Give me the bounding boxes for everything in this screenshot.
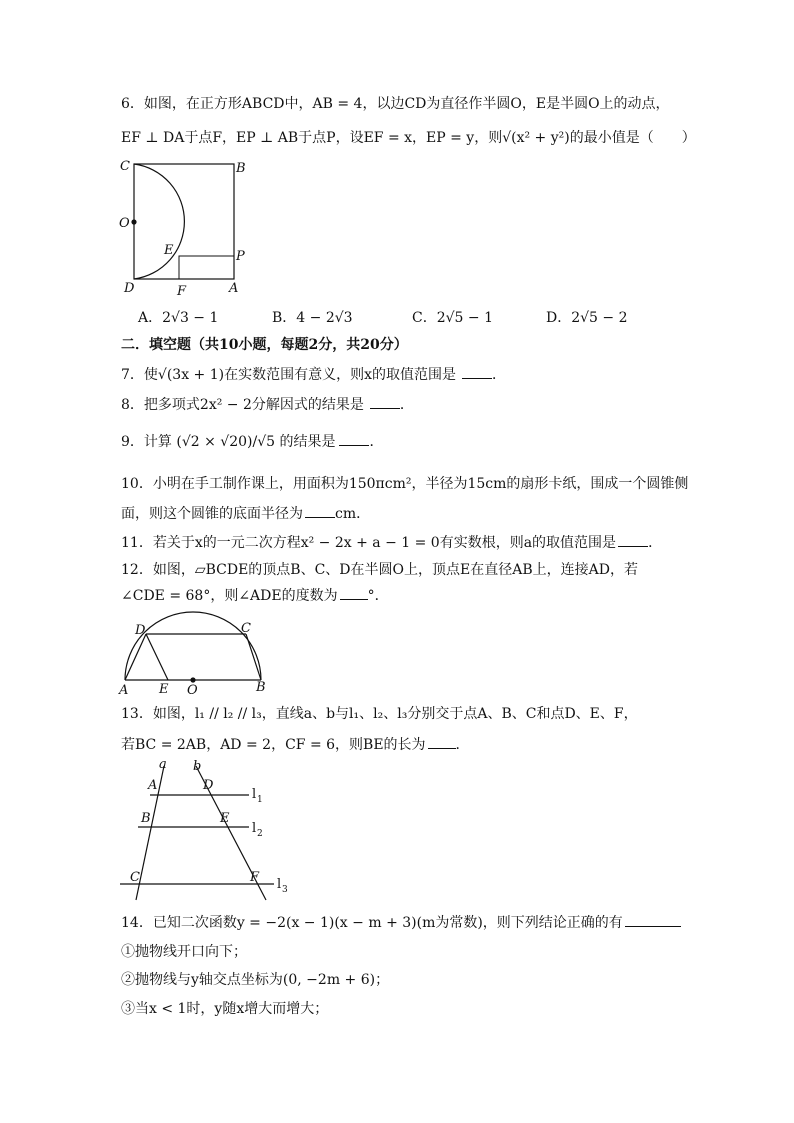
q6-label-f: F — [177, 284, 187, 299]
q7-text: 7．使√(3x + 1)在实数范围有意义，则x的取值范围是 — [121, 367, 456, 383]
q10-line2 — [121, 504, 370, 524]
q13-label-l3-sub: 3 — [282, 885, 288, 895]
q13-label-l1: l — [252, 787, 257, 802]
q8: 8．把多项式2x² − 2分解因式的结果是 ． — [121, 397, 414, 413]
q13-label-d: D — [203, 778, 214, 793]
q10-text: 面，则这个圆锥的底面半径为 — [121, 506, 303, 522]
q12-text: ∠CDE = 68°，则∠ADE的度数为 — [121, 588, 338, 604]
q6-label-c: C — [120, 159, 130, 174]
q14-item-3: ③当x < 1时，y随x增大而增大； — [121, 1001, 329, 1017]
q12-label-o: O — [187, 683, 198, 698]
q7: 7．使√(3x + 1)在实数范围有意义，则x的取值范围是 ． — [121, 367, 506, 383]
q13-label-l2-sub: 2 — [257, 829, 263, 839]
q13-label-b-line: b — [193, 759, 202, 774]
q14-text: 14．已知二次函数y = −2(x − 1)(x − m + 3)(m为常数)，则下列结论正确的有 — [121, 915, 623, 931]
q10-line1: 10．小明在手工制作课上，用面积为150πcm²，半径为15cm的扇形卡纸，围成一个圆锥侧 — [121, 476, 689, 492]
q13-label-e: E — [220, 811, 230, 826]
q12-label-c: C — [241, 621, 251, 636]
q13-answer-blank[interactable] — [428, 735, 456, 749]
q9-answer-blank[interactable] — [339, 432, 369, 446]
q12-label-b: B — [256, 680, 266, 695]
q14-item-2: ②抛物线与y轴交点坐标为(0, −2m + 6)； — [121, 972, 390, 988]
q13-label-a-line: a — [159, 757, 167, 772]
q12-label-d: D — [135, 623, 146, 638]
q8-text: 8．把多项式2x² − 2分解因式的结果是 — [121, 397, 364, 413]
q14-stem — [121, 913, 681, 933]
q10-unit: cm． — [335, 506, 371, 522]
q6-option-b: B．4 − 2√3 — [272, 310, 353, 326]
q13-label-a: A — [148, 778, 158, 793]
q13-label-l1-sub: 1 — [257, 795, 263, 805]
q6-figure — [112, 150, 262, 300]
q8-answer-blank[interactable] — [370, 395, 400, 409]
q13-line1: 13．如图，l₁ // l₂ // l₃，直线a、b与l₁、l₂、l₃分别交于点A、B、C和点D、E、F， — [121, 706, 638, 722]
q6-label-p: P — [236, 249, 245, 264]
section-heading: 二．填空题（共10小题，每题2分，共20分） — [121, 337, 408, 353]
q12-figure — [113, 614, 273, 699]
q6-label-b: B — [236, 161, 246, 176]
q7-answer-blank[interactable] — [462, 365, 492, 379]
q12-unit: °． — [367, 588, 389, 604]
q13-text: 若BC = 2AB，AD = 2，CF = 6，则BE的长为 — [121, 737, 426, 753]
q12-line2 — [121, 586, 389, 606]
q6-label-e: E — [164, 243, 174, 258]
q10-answer-blank[interactable] — [305, 504, 335, 518]
q6-label-a: A — [229, 281, 239, 296]
q6-option-d: D．2√5 − 2 — [546, 310, 628, 326]
q12-line1: 12．如图，▱BCDE的顶点B、C、D在半圆O上，顶点E在直径AB上，连接AD，若 — [121, 562, 638, 578]
q13-label-b: B — [141, 811, 151, 826]
q6-line1: 6．如图，在正方形ABCD中，AB = 4，以边CD为直径作半圆O，E是半圆O上的动点， — [121, 96, 670, 112]
q6-line2: EF ⊥ DA于点F，EP ⊥ AB于点P，设EF = x，EP = y，则√(x² + y²)的最小值是（ ） — [121, 130, 696, 146]
q13-label-l2: l — [252, 821, 257, 836]
q13-label-f: F — [250, 870, 260, 885]
q6-option-a: A．2√3 − 1 — [138, 310, 219, 326]
q9-text: 9．计算 (√2 × √20)/√5 的结果是 — [121, 434, 336, 450]
q13-line2: 若BC = 2AB，AD = 2，CF = 6，则BE的长为 ． — [121, 737, 470, 753]
q13-label-l3: l — [277, 877, 282, 892]
q12-answer-blank[interactable] — [340, 586, 368, 600]
q6-option-c: C．2√5 − 1 — [412, 310, 493, 326]
q12-label-a: A — [119, 683, 129, 698]
q11: 11．若关于x的一元二次方程x² − 2x + a − 1 = 0有实数根，则a的取值范围是 ． — [121, 535, 663, 551]
q6-label-o: O — [119, 216, 130, 231]
q13-figure — [112, 758, 292, 903]
q11-text: 11．若关于x的一元二次方程x² − 2x + a − 1 = 0有实数根，则a的取值范围是 — [121, 535, 617, 551]
q6-label-d: D — [124, 281, 135, 296]
q13-label-c: C — [130, 870, 140, 885]
q11-answer-blank[interactable] — [618, 533, 648, 547]
q14-answer-blank[interactable] — [625, 913, 681, 927]
q12-label-e: E — [159, 682, 169, 697]
q9: 9．计算 (√2 × √20)/√5 的结果是 ． — [121, 434, 384, 450]
q14-item-1: ①抛物线开口向下； — [121, 944, 247, 960]
